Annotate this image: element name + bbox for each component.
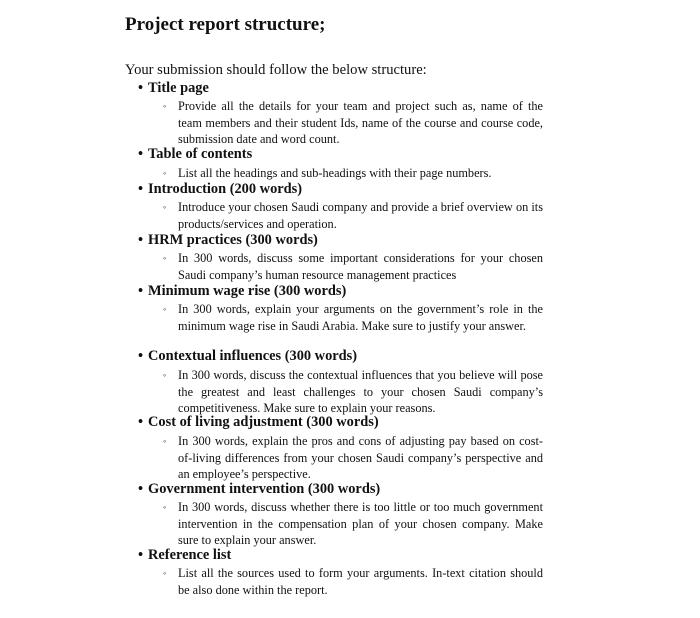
bullet-icon: • (138, 181, 144, 197)
section-body-text: Provide all the details for your team and project such as, name of the team members and their student Ids, name of the course and course code, submission date and word count. (178, 99, 543, 146)
section-heading (138, 414, 379, 431)
section-body-text: List all the headings and sub-headings with their page numbers. (178, 166, 492, 180)
section-heading-text: Government intervention (300 words) (148, 481, 381, 497)
section-heading-text: Introduction (200 words) (148, 181, 303, 197)
section-heading (138, 481, 380, 498)
bullet-icon: • (138, 414, 144, 430)
bullet-icon: • (138, 481, 144, 497)
section-body (163, 433, 543, 483)
section-heading (138, 80, 209, 97)
section-heading-text: Table of contents (148, 146, 253, 162)
bullet-icon: • (138, 232, 144, 248)
section-heading-text: Title page (148, 80, 209, 96)
section-body-text: In 300 words, explain your arguments on the government’s role in the minimum wage rise in Saudi Arabia. Make sure to justify your answer. (178, 302, 543, 333)
bullet-icon: • (138, 348, 144, 364)
section-body-text: In 300 words, discuss whether there is too little or too much government intervention in the compensation plan of your chosen company. Make sure to explain your answer. (178, 500, 543, 547)
bullet-icon: • (138, 283, 144, 299)
intro-text: Your submission should follow the below structure: (125, 62, 427, 78)
hollow-bullet-icon: ◦ (163, 101, 167, 111)
hollow-bullet-icon: ◦ (163, 253, 167, 263)
section-heading (138, 547, 231, 564)
hollow-bullet-icon: ◦ (163, 202, 167, 212)
section-body-text: In 300 words, discuss some important considerations for your chosen Saudi company’s human resource management practices (178, 251, 543, 282)
section-body-text: Introduce your chosen Saudi company and provide a brief overview on its products/services and operation. (178, 200, 543, 231)
bullet-icon: • (138, 80, 144, 96)
section-body (163, 367, 543, 417)
section-heading (138, 348, 357, 365)
section-heading-text: Contextual influences (300 words) (148, 348, 358, 364)
section-body-text: In 300 words, discuss the contextual influences that you believe will pose the greatest and least challenges to your chosen Saudi company’s competitiveness. Make sure to explain your reasons. (178, 368, 543, 415)
hollow-bullet-icon: ◦ (163, 436, 167, 446)
section-heading (138, 283, 346, 300)
section-heading (138, 232, 318, 249)
section-heading-text: Reference list (148, 547, 232, 563)
section-heading-text: Minimum wage rise (300 words) (148, 283, 347, 299)
hollow-bullet-icon: ◦ (163, 168, 167, 178)
section-body (163, 199, 543, 232)
page-title: Project report structure; (125, 14, 326, 35)
section-body (163, 499, 543, 549)
section-heading (138, 181, 302, 198)
section-body-text: List all the sources used to form your arguments. In-text citation should be also done within the report. (178, 566, 543, 597)
section-body (163, 165, 543, 182)
hollow-bullet-icon: ◦ (163, 370, 167, 380)
section-body (163, 98, 543, 148)
section-body (163, 250, 543, 283)
section-body (163, 301, 543, 334)
section-body-text: In 300 words, explain the pros and cons of adjusting pay based on cost-of-living differences from your chosen Saudi company’s perspective and an employee’s perspective. (178, 434, 543, 481)
section-heading-text: Cost of living adjustment (300 words) (148, 414, 379, 430)
hollow-bullet-icon: ◦ (163, 304, 167, 314)
section-heading (138, 146, 252, 163)
hollow-bullet-icon: ◦ (163, 568, 167, 578)
section-body (163, 565, 543, 598)
hollow-bullet-icon: ◦ (163, 502, 167, 512)
bullet-icon: • (138, 146, 144, 162)
bullet-icon: • (138, 547, 144, 563)
section-heading-text: HRM practices (300 words) (148, 232, 318, 248)
